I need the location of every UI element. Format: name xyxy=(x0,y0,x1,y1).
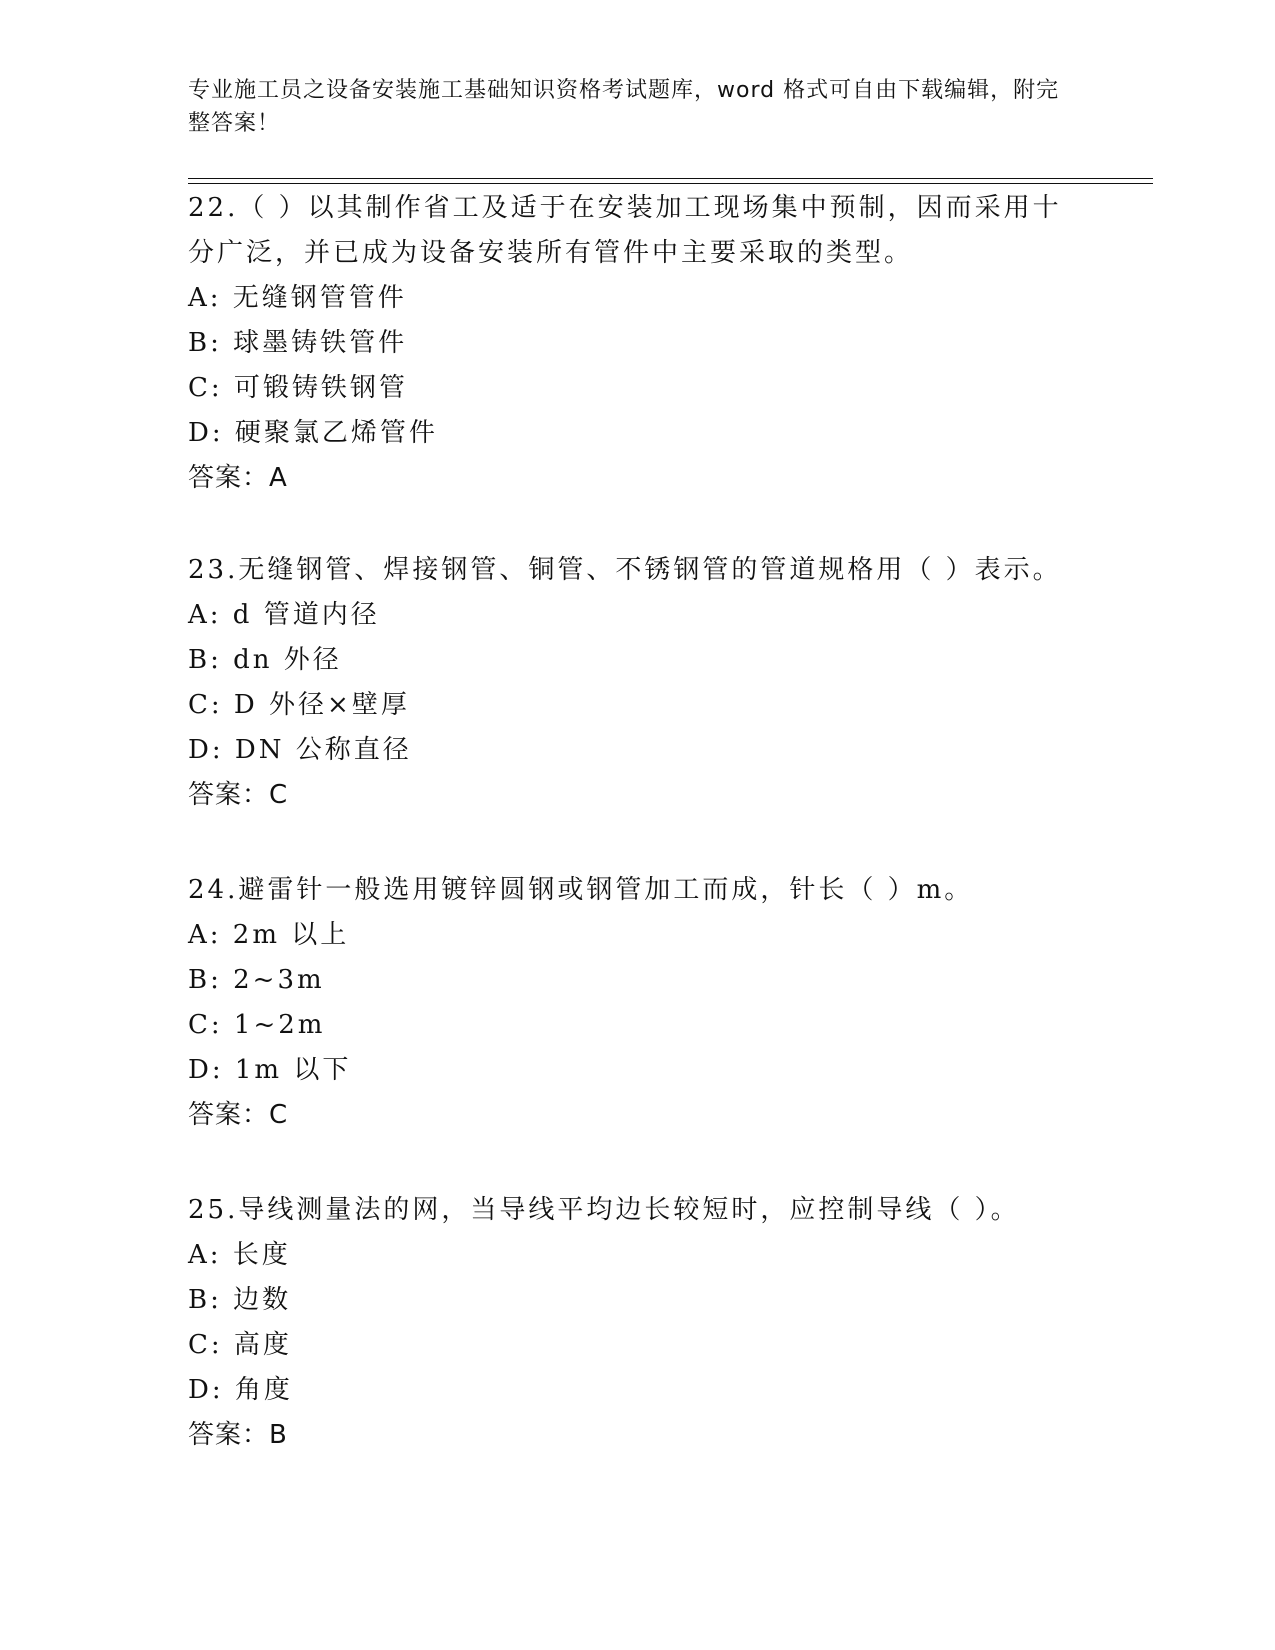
option-c: C: 高度 xyxy=(188,1330,292,1360)
option-d: D: 1m 以下 xyxy=(188,1055,352,1085)
option-d: D: DN 公称直径 xyxy=(188,735,412,765)
option-b: B: 边数 xyxy=(188,1285,292,1315)
option-b: B: 2~3m xyxy=(188,965,325,995)
question-22 xyxy=(188,186,1068,501)
option-d: D: 角度 xyxy=(188,1375,293,1405)
option-b: B: dn 外径 xyxy=(188,645,342,675)
answer-line: 答案：B xyxy=(188,1420,288,1450)
option-a: A: 无缝钢管管件 xyxy=(188,283,407,313)
document-header: 专业施工员之设备安装施工基础知识资格考试题库，word 格式可自由下载编辑，附完整答案！ xyxy=(188,78,1060,136)
answer-line: 答案：C xyxy=(188,780,289,810)
option-c: C: 可锻铸铁钢管 xyxy=(188,373,408,403)
question-23 xyxy=(188,548,1068,818)
option-a: A: d 管道内径 xyxy=(188,600,380,630)
answer-line: 答案：A xyxy=(188,463,288,493)
question-stem: 22.（ ）以其制作省工及适于在安装加工现场集中预制，因而采用十分广泛，并已成为设备安装所有管件中主要采取的类型。 xyxy=(188,193,1062,268)
option-c: C: 1~2m xyxy=(188,1010,326,1040)
option-d: D: 硬聚氯乙烯管件 xyxy=(188,418,438,448)
question-stem: 25.导线测量法的网，当导线平均边长较短时，应控制导线（ ）。 xyxy=(188,1195,1020,1225)
question-24 xyxy=(188,868,1068,1138)
header-divider-top xyxy=(188,178,1153,179)
header-divider-bottom xyxy=(188,183,1153,184)
question-stem: 24.避雷针一般选用镀锌圆钢或钢管加工而成，针长（ ）m。 xyxy=(188,875,974,905)
option-a: A: 长度 xyxy=(188,1240,291,1270)
question-stem: 23.无缝钢管、焊接钢管、铜管、不锈钢管的管道规格用（ ）表示。 xyxy=(188,555,1062,585)
option-b: B: 球墨铸铁管件 xyxy=(188,328,408,358)
option-c: C: D 外径×壁厚 xyxy=(188,690,410,720)
answer-line: 答案：C xyxy=(188,1100,289,1130)
question-25 xyxy=(188,1188,1068,1458)
option-a: A: 2m 以上 xyxy=(188,920,350,950)
